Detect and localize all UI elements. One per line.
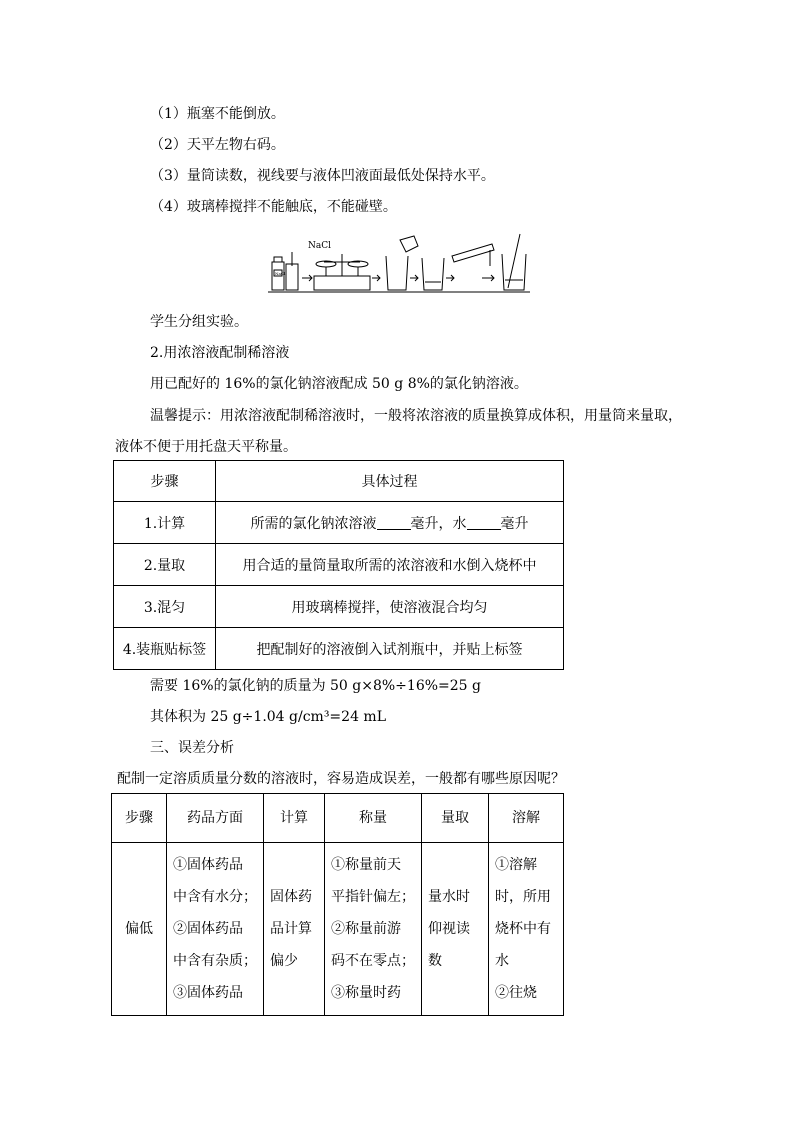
note-3: （3）量筒读数，视线要与液体凹液面最低处保持水平。 <box>150 168 495 184</box>
measure-cell: 量水时 仰视读 数 <box>422 843 489 1016</box>
note-1: （1）瓶塞不能倒放。 <box>150 106 285 122</box>
table-row <box>114 502 564 544</box>
calc-line-1: 需要 16%的氯化钠的质量为 50 g×8%÷16%=25 g <box>150 678 481 694</box>
header-step: 步骤 <box>112 794 167 843</box>
step-cell: 1.计算 <box>114 502 216 544</box>
step-cell: 4.装瓶贴标签 <box>114 628 216 670</box>
error-analysis-table <box>111 793 564 1016</box>
process-cell: 所需的氯化钠浓溶液 毫升，水 毫升 <box>216 502 564 544</box>
step-cell: 2.量取 <box>114 544 216 586</box>
header-measure: 量取 <box>422 794 489 843</box>
note-2: （2）天平左物右码。 <box>150 137 285 153</box>
table-row <box>112 843 564 1016</box>
bottle-label: NaCl <box>275 271 286 276</box>
header-drug: 药品方面 <box>167 794 264 843</box>
fill-blank <box>377 515 411 530</box>
tip-line-2: 液体不便于用托盘天平称量。 <box>115 439 297 455</box>
calc-cell: 固体药 品计算 偏少 <box>264 843 325 1016</box>
process-cell: 把配制好的溶液倒入试剂瓶中，并贴上标签 <box>216 628 564 670</box>
fill-blank <box>467 515 501 530</box>
procedure-table <box>113 460 564 670</box>
note-4: （4）玻璃棒搅拌不能触底，不能碰壁。 <box>150 199 397 215</box>
header-weigh: 称量 <box>325 794 422 843</box>
process-cell: 用玻璃棒搅拌，使溶液混合均匀 <box>216 586 564 628</box>
section3-question: 配制一定溶质质量分数的溶液时，容易造成误差，一般都有哪些原因呢？ <box>117 771 565 787</box>
section2-title: 2.用浓溶液配制稀溶液 <box>150 345 290 361</box>
header-process: 具体过程 <box>216 461 564 502</box>
nacl-label: NaCl <box>308 241 332 251</box>
section2-task: 用已配好的 16%的氯化钠溶液配成 50 g 8%的氯化钠溶液。 <box>150 376 528 392</box>
header-dissolve: 溶解 <box>489 794 564 843</box>
process-cell: 用合适的量筒量取所需的浓溶液和水倒入烧杯中 <box>216 544 564 586</box>
tip-line-1: 温馨提示：用浓溶液配制稀溶液时，一般将浓溶液的质量换算成体积，用量筒来量取， <box>150 408 682 424</box>
table-row <box>114 586 564 628</box>
table-row <box>114 544 564 586</box>
header-step: 步骤 <box>114 461 216 502</box>
calc-line-2: 其体积为 25 g÷1.04 g/cm³=24 mL <box>150 709 387 725</box>
row-label: 偏低 <box>112 843 167 1016</box>
table-row <box>114 628 564 670</box>
step-cell: 3.混匀 <box>114 586 216 628</box>
weigh-cell: ①称量前天 平指针偏左； ②称量前游 码不在零点； ③称量时药 <box>325 843 422 1016</box>
dissolve-cell: ①溶解 时，所用 烧杯中有 水 ②往烧 <box>489 843 564 1016</box>
experiment-procedure-figure <box>268 232 530 296</box>
section3-title: 三、误差分析 <box>150 740 234 756</box>
group-experiment: 学生分组实验。 <box>150 314 248 330</box>
header-calc: 计算 <box>264 794 325 843</box>
drug-cell: ①固体药品 中含有水分； ②固体药品 中含有杂质； ③固体药品 <box>167 843 264 1016</box>
